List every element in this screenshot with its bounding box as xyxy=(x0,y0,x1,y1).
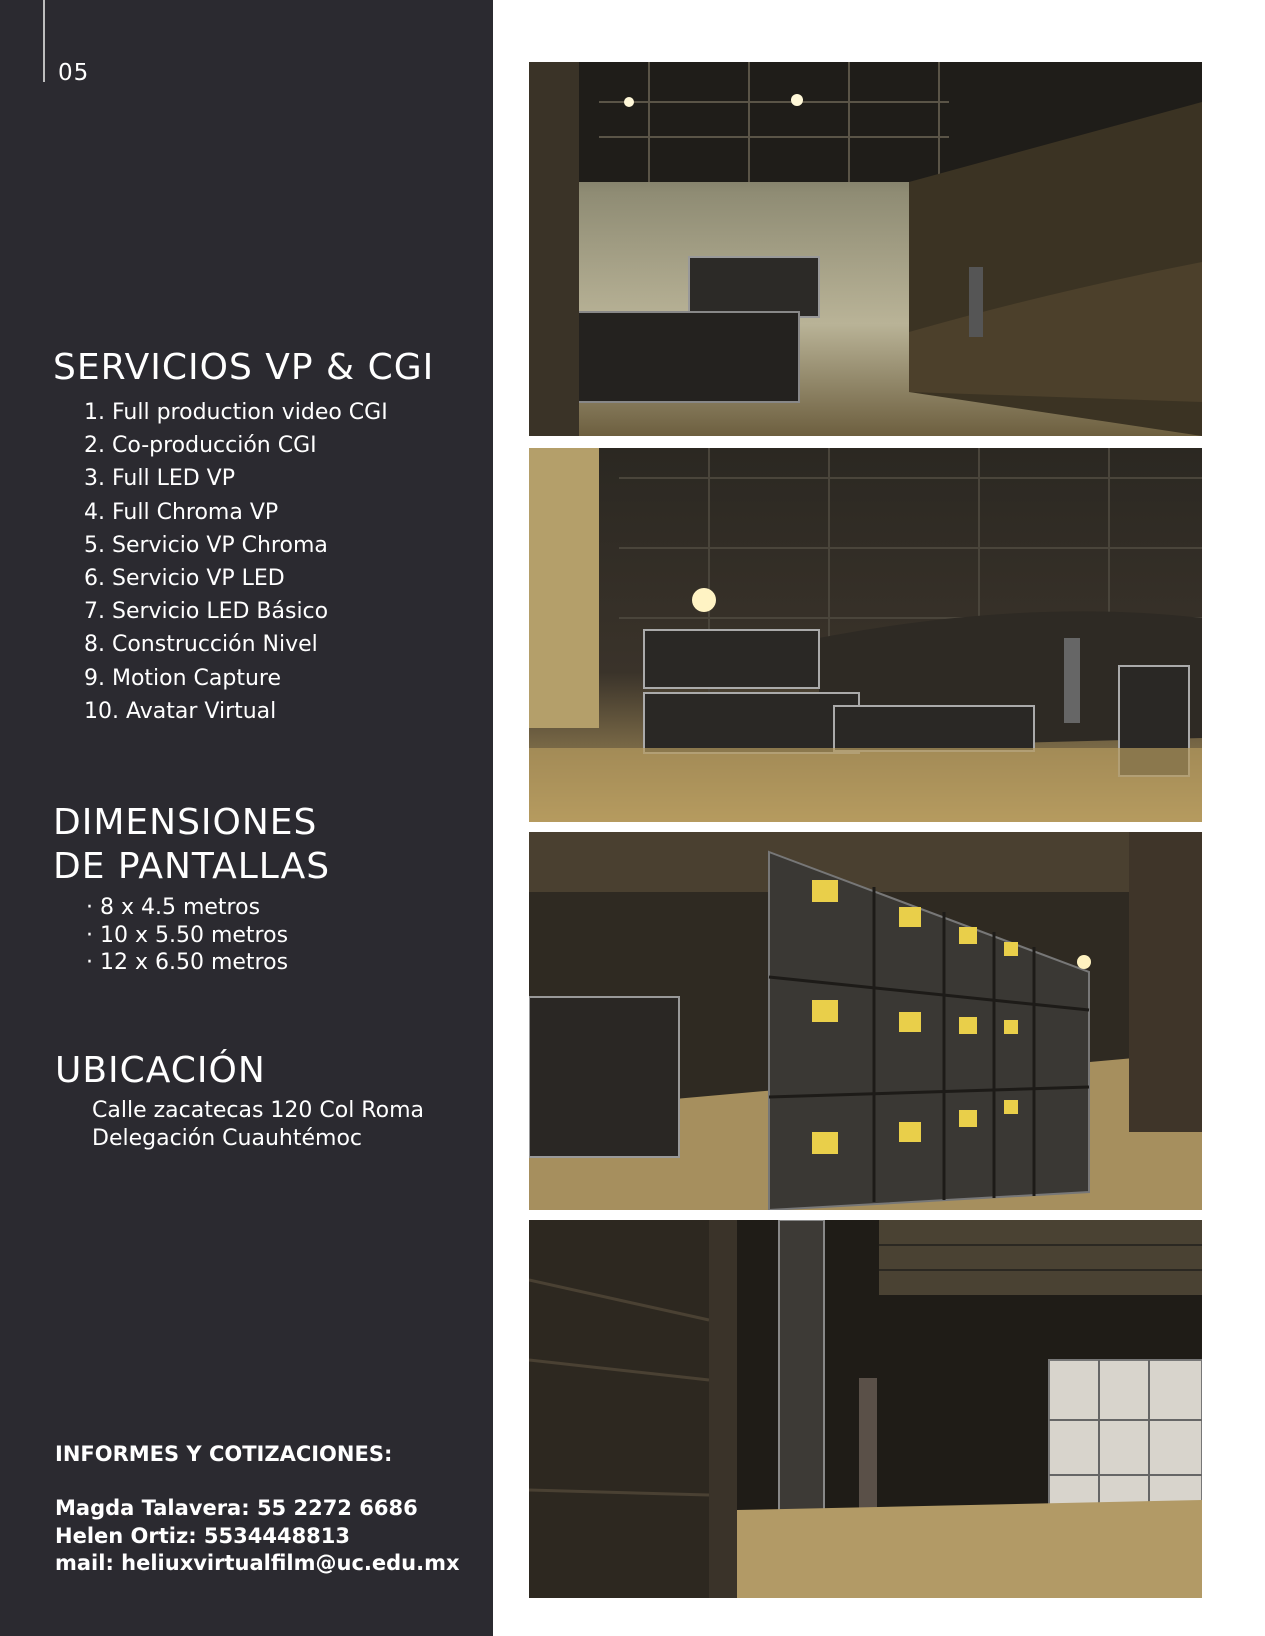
contact-line-magda: Magda Talavera: 55 2272 6686 xyxy=(55,1496,418,1520)
list-item: 1. Full production video CGI xyxy=(84,400,388,425)
sidebar xyxy=(0,0,493,1636)
list-item: 3. Full LED VP xyxy=(84,466,236,492)
dimensions-heading xyxy=(53,801,330,889)
address-line2: Delegación Cuauhtémoc xyxy=(92,1126,362,1151)
services-list xyxy=(84,396,388,728)
list-item: 7. Servicio LED Básico xyxy=(84,599,329,625)
contact-email: mail: heliuxvirtualfilm@uc.edu.mx xyxy=(55,1551,460,1575)
list-item: 2. Co-producción CGI xyxy=(84,433,317,459)
studio-photo-4 xyxy=(529,1220,1202,1598)
page-number: 05 xyxy=(58,60,90,86)
contact-block xyxy=(55,1495,460,1578)
dimensions-list xyxy=(86,894,288,977)
list-item: 10. Avatar Virtual xyxy=(84,698,277,724)
list-item: 8. Construcción Nivel xyxy=(84,632,318,658)
address xyxy=(92,1097,424,1153)
page-marker-line xyxy=(43,0,45,82)
location-heading: UBICACIÓN xyxy=(55,1050,266,1091)
list-item: · 8 x 4.5 metros xyxy=(86,895,261,920)
studio-photo-2 xyxy=(529,448,1202,822)
dimensions-heading-line1: DIMENSIONES xyxy=(53,802,318,843)
contact-heading xyxy=(55,1441,392,1469)
list-item: 4. Full Chroma VP xyxy=(84,499,279,525)
list-item: · 10 x 5.50 metros xyxy=(86,922,289,948)
contact-heading-text: INFORMES Y COTIZACIONES: xyxy=(55,1442,393,1466)
dimensions-heading-line2: DE PANTALLAS xyxy=(53,846,331,887)
address-line1: Calle zacatecas 120 Col Roma xyxy=(92,1098,424,1123)
studio-photo-3 xyxy=(529,832,1202,1210)
list-item: · 12 x 6.50 metros xyxy=(86,950,289,975)
services-heading: SERVICIOS VP & CGI xyxy=(53,347,435,388)
studio-photo-1 xyxy=(529,62,1202,436)
contact-line-helen: Helen Ortiz: 5534448813 xyxy=(55,1523,351,1548)
list-item: 5. Servicio VP Chroma xyxy=(84,532,328,558)
list-item: 6. Servicio VP LED xyxy=(84,566,285,592)
list-item: 9. Motion Capture xyxy=(84,665,282,691)
